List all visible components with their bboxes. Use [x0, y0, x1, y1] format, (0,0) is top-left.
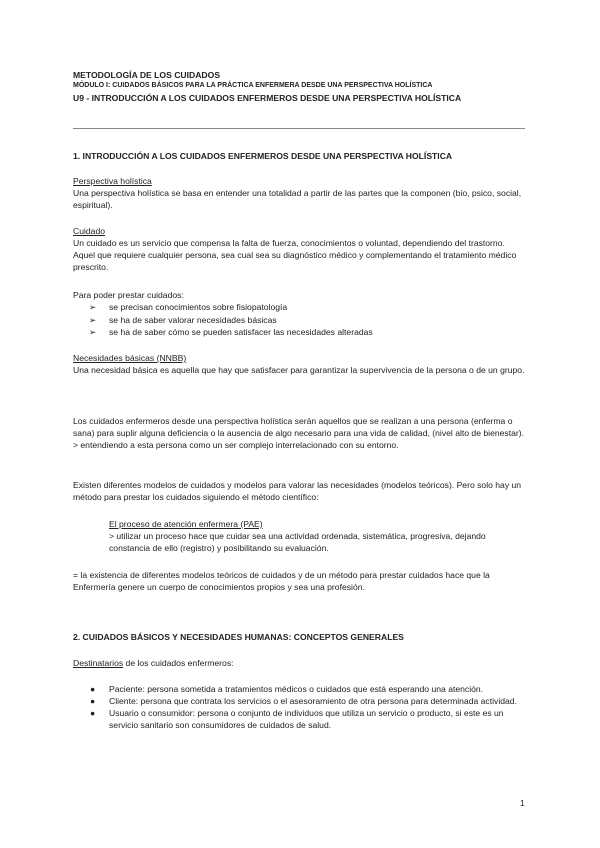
models-block: [73, 479, 528, 503]
models-text: Existen diferentes modelos de cuidados y modelos para valorar las necesidades (modelos teóricos). Pero solo hay un método para prestar los cuidados siguiendo el método científico:: [73, 480, 522, 502]
conclusion-block: [73, 569, 528, 593]
bullet-dot-icon: ●: [90, 684, 96, 694]
list-item: ● Paciente: persona sometida a tratamientos médicos o cuidados que está esperando una atención.: [90, 684, 484, 694]
destinatarios-list: [73, 683, 528, 731]
cuidado-block: [73, 225, 528, 273]
list-item: ● Cliente: persona que contrata los servicios o el asesoramiento de otra persona para determinada actividad.: [90, 696, 517, 706]
necesidades-text: Una necesidad básica es aquella que hay que satisfacer para garantizar la supervivencia de la persona o de un grupo.: [73, 365, 525, 375]
section-2-heading: [73, 631, 528, 643]
prestar-cuidados-block: [73, 289, 528, 339]
section-2-title: 2. CUIDADOS BÁSICOS Y NECESIDADES HUMANAS: CONCEPTOS GENERALES: [73, 632, 404, 642]
cuidado-text: Un cuidado es un servicio que compensa la falta de fuerza, conocimientos o voluntad, dependiendo del trastorno. Aquel que requiere cualquier persona, sea cual sea su diagnóstico médico y complementando el tratamiento médico prescrito.: [73, 238, 517, 272]
destinatarios-line: [73, 657, 528, 669]
holistic-care-text: Los cuidados enfermeros desde una perspectiva holística serán aquellos que se realizan a una persona (enferma o sana) para suplir alguna deficiencia o la ausencia de algo necesario para una vida de calidad, (nivel alto de bienestar).: [73, 416, 524, 438]
perspectiva-holistica-block: [73, 175, 528, 211]
pae-text: > utilizar un proceso hace que cuidar sea una actividad ordenada, sistemática, progresiva, dejando constancia de ello (registro) y posibilitando su evaluación.: [109, 531, 486, 553]
destinatarios-term: Destinatarios: [73, 658, 124, 668]
cuidado-term: Cuidado: [73, 226, 106, 236]
document-title: METODOLOGÍA DE LOS CUIDADOS: [73, 70, 221, 80]
pae-block: [73, 518, 528, 554]
document-header: [73, 70, 528, 104]
arrow-bullet-icon: ➢: [89, 327, 97, 337]
page-number: 1: [520, 798, 525, 808]
bullet-dot-icon: ●: [90, 708, 96, 718]
pae-term: El proceso de atención enfermera (PAE): [109, 519, 263, 529]
module-title: MÓDULO I: CUIDADOS BÁSICOS PARA LA PRÁCTICA ENFERMERA DESDE UNA PERSPECTIVA HOLÍSTICA: [73, 82, 433, 89]
perspectiva-term: Perspectiva holística: [73, 176, 152, 186]
prestar-intro: Para poder prestar cuidados:: [73, 290, 184, 300]
section-1-title: 1. INTRODUCCIÓN A LOS CUIDADOS ENFERMEROS DESDE UNA PERSPECTIVA HOLÍSTICA: [73, 151, 453, 161]
destinatarios-block: [73, 657, 528, 669]
destinatarios-rest: de los cuidados enfermeros:: [123, 658, 234, 668]
perspectiva-text: Una perspectiva holística se basa en entender una totalidad a partir de las partes que la componen (bio, psico, social, espiritual).: [73, 188, 522, 210]
arrow-bullet-icon: ➢: [89, 314, 97, 325]
holistic-care-note: > entendiendo a esta persona como un ser complejo interrelacionado con su entorno.: [73, 440, 399, 450]
list-item: ➢ se precisan conocimientos sobre fisiopatología: [89, 302, 288, 312]
unit-title: U9 - INTRODUCCIÓN A LOS CUIDADOS ENFERMEROS DESDE UNA PERSPECTIVA HOLÍSTICA: [73, 93, 462, 103]
header-divider: [73, 128, 525, 129]
necesidades-basicas-block: [73, 352, 528, 376]
bullet-dot-icon: ●: [90, 696, 96, 706]
conclusion-text: = la existencia de diferentes modelos teóricos de cuidados y de un método para prestar cuidados hace que la Enfermería genere un cuerpo de conocimientos propios y sea una profesión.: [73, 570, 490, 592]
list-item: ➢ se ha de saber cómo se pueden satisfacer las necesidades alteradas: [89, 327, 373, 337]
section-1-heading: [73, 150, 528, 162]
requirements-list: [73, 301, 528, 339]
arrow-bullet-icon: ➢: [89, 302, 97, 312]
holistic-care-block: [73, 415, 528, 451]
destinatarios-list-block: [73, 683, 528, 731]
list-item: ● Usuario o consumidor: persona o conjunto de individuos que utiliza un servicio o producto, si este es un servicio sanitario son consumidores de cuidados de salud.: [90, 708, 504, 730]
necesidades-term: Necesidades básicas (NNBB): [73, 353, 187, 363]
list-item: ➢ se ha de saber valorar necesidades básicas: [89, 314, 277, 325]
